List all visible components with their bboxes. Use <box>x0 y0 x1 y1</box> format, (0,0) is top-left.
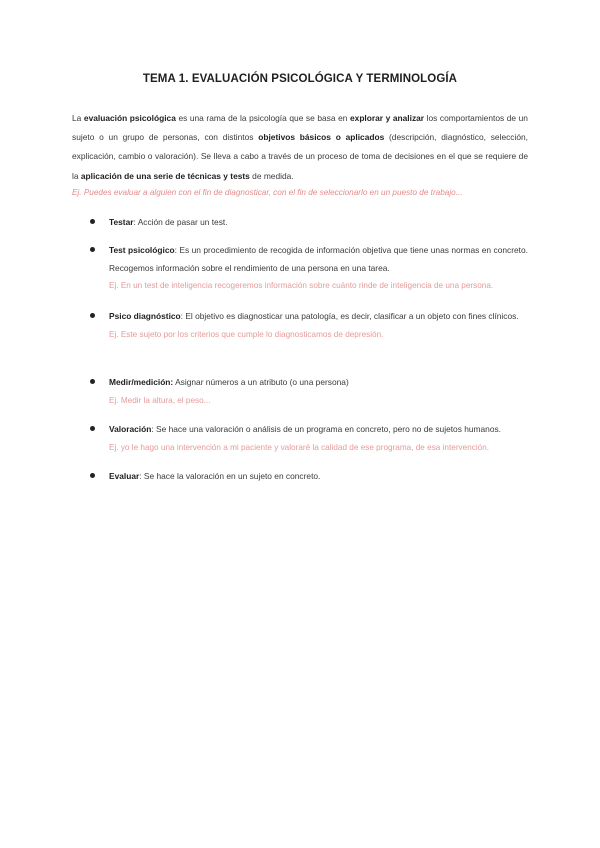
bullet-icon <box>90 379 95 384</box>
intro-bold-term: evaluación psicológica <box>83 113 176 123</box>
term-label: Valoración <box>109 424 152 434</box>
page-title: TEMA 1. EVALUACIÓN PSICOLÓGICA Y TERMINOLOGÍA <box>142 73 458 85</box>
bullet-icon <box>90 426 95 431</box>
bullet-icon <box>90 247 95 252</box>
intro-paragraph <box>72 109 528 186</box>
intro-text: es una rama de la psicología que se basa en <box>175 113 350 123</box>
bullet-icon <box>90 473 95 478</box>
intro-text: los comportamientos de un sujeto o un grupo de personas, con distintos <box>72 113 528 143</box>
term-example: Ej. yo le hago una intervención a mi paciente y valoraré la calidad de ese programa, de esa intervención. <box>109 442 490 452</box>
bullet-icon <box>90 219 95 224</box>
term-label: Psico diagnóstico <box>109 311 181 321</box>
bullet-icon <box>90 313 95 318</box>
intro-bold-term: objetivos básicos o aplicados <box>258 132 385 143</box>
term-label: Testar <box>109 217 134 227</box>
term-example: Ej. Este sujeto por los criterios que cumple lo diagnosticamos de depresión. <box>109 329 384 339</box>
term-example: Ej. En un test de inteligencia recogeremos información sobre cuánto rinde de inteligencia de una persona. <box>109 281 494 290</box>
intro-text: (descripción, diagnóstico, selección, explicación, cambio o valoración). Se lleva a cabo a través de un proceso de toma de decisiones en el que se requiere de la <box>72 132 528 181</box>
intro-bold-term: explorar y analizar <box>350 113 425 123</box>
intro-text: de medida. <box>249 170 294 181</box>
list-item-body <box>109 468 528 486</box>
term-label: Medir/medición: <box>109 377 174 387</box>
term-definition: : Es un procedimiento de recogida de información objetiva que tiene unas normas en concreto. Recogemos información sobre el rendimiento de una persona en una tarea. <box>109 245 528 273</box>
term-label: Evaluar <box>109 471 140 481</box>
term-definition: : El objetivo es diagnosticar una patología, es decir, clasificar a un objeto con fines clínicos. <box>180 311 519 321</box>
list-item-body <box>109 421 528 456</box>
intro-text: La <box>72 113 84 123</box>
list-item-body <box>109 374 528 409</box>
list-item-body <box>109 308 528 343</box>
term-definition: : Se hace la valoración en un sujeto en concreto. <box>139 471 321 481</box>
term-definition: : Acción de pasar un test. <box>133 217 228 227</box>
term-label: Test psicológico <box>109 245 175 255</box>
term-definition: : Se hace una valoración o análisis de un programa en concreto, pero no de sujetos humanos. <box>151 424 502 434</box>
list-item-body <box>109 214 528 232</box>
intro-bold-term: aplicación de una serie de técnicas y tests <box>80 170 250 181</box>
intro-example: Ej. Puedes evaluar a alguien con el fin de diagnosticar, con el fin de seleccionarlo en un puesto de trabajo... <box>72 188 463 197</box>
term-definition: Asignar números a un atributo (o una persona) <box>173 377 349 387</box>
term-example: Ej. Medir la altura, el peso... <box>109 395 211 405</box>
list-item-body <box>109 242 528 295</box>
